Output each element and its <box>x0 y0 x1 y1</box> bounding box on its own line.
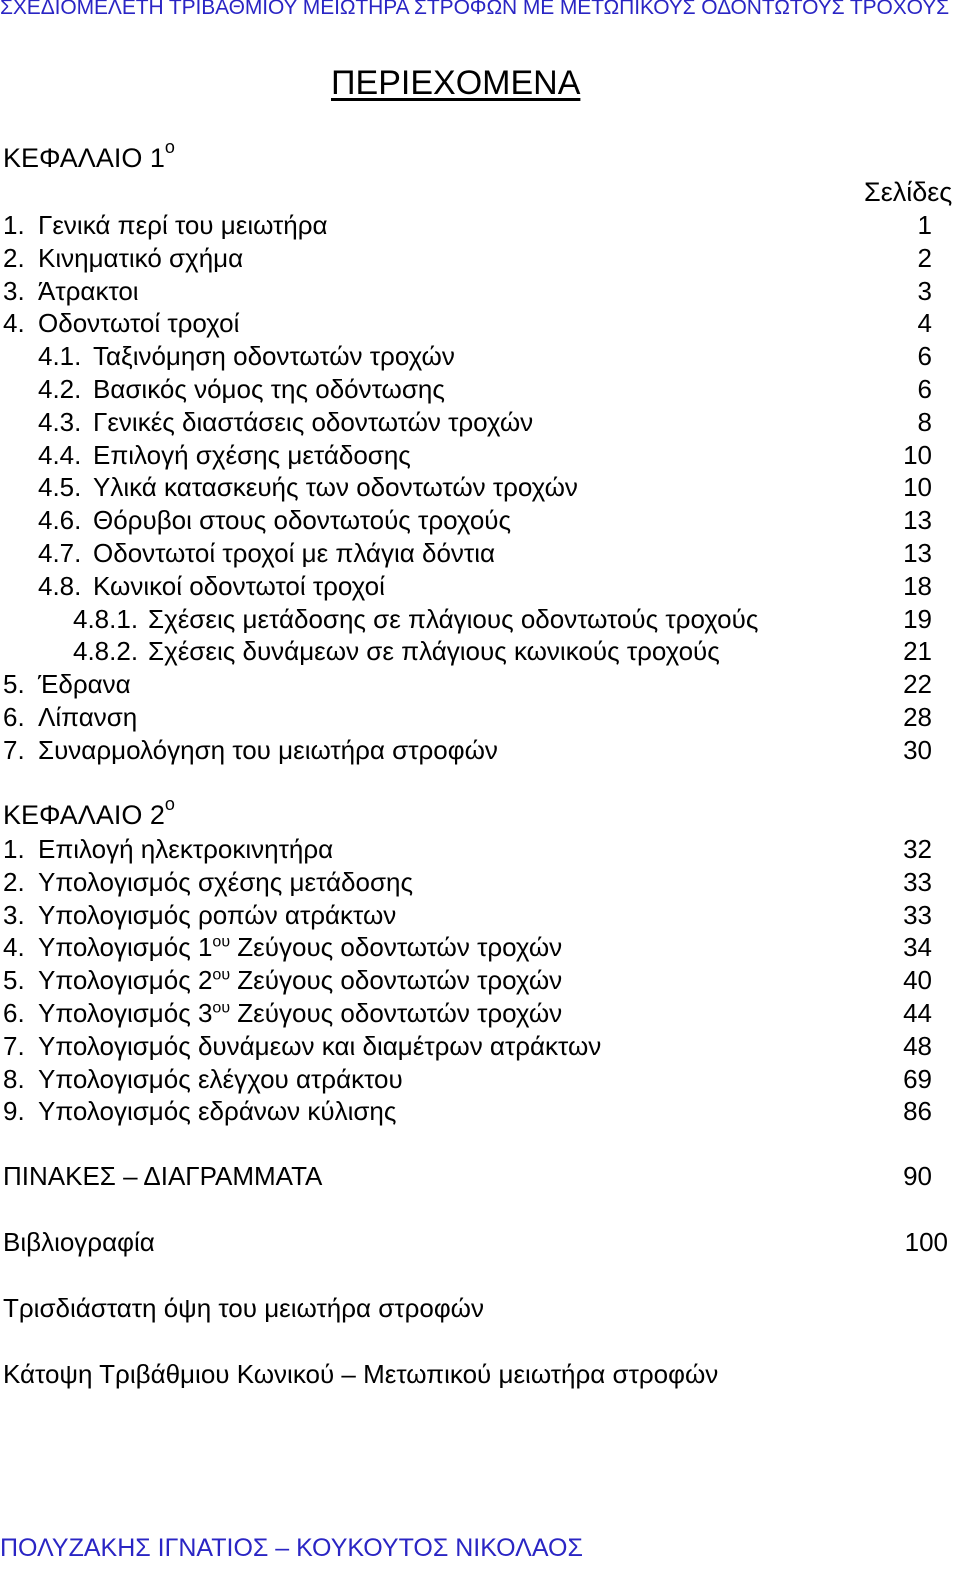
chapter-1-label: ΚΕΦΑΛΑΙΟ 1 <box>3 143 165 173</box>
toc-row <box>0 604 960 638</box>
toc-title: Βασικός νόμος της οδόντωσης <box>93 374 445 404</box>
toc-row <box>0 965 960 999</box>
toc-title: Άτρακτοι <box>38 275 139 306</box>
pages-column-label: Σελίδες <box>864 177 953 207</box>
toc-title: Επιλογή σχέσης μετάδοσης <box>93 439 411 470</box>
toc-number: 3. <box>3 275 25 306</box>
toc-row <box>0 472 960 506</box>
toc-extra-row <box>0 1161 960 1195</box>
toc-page: 33 <box>903 899 932 930</box>
toc-page: 3 <box>917 275 932 306</box>
toc-title <box>38 998 562 1029</box>
toc-title: Συναρμολόγηση του μειωτήρα στροφών <box>38 734 498 765</box>
toc-title: Υπολογισμός σχέσης μετάδοσης <box>38 866 413 897</box>
toc-number: 1. <box>3 834 25 864</box>
ordinal-sup: ου <box>212 933 231 951</box>
toc-number: 5. <box>3 965 25 996</box>
toc-extra-row <box>0 1227 960 1261</box>
toc-number: 4.2. <box>38 374 82 404</box>
toc-row <box>0 1031 960 1065</box>
toc-page: 86 <box>903 1096 932 1127</box>
toc-row <box>0 374 960 408</box>
toc-page: 1 <box>917 210 932 240</box>
toc-title: Κάτοψη Τριβάθμιου Κωνικού – Μετωπικού μειωτήρα στροφών <box>3 1359 719 1389</box>
toc-number: 4.1. <box>38 341 82 372</box>
toc-page: 44 <box>903 998 932 1028</box>
toc-extra-row <box>0 1359 960 1393</box>
toc-title: Έδρανα <box>38 669 131 700</box>
toc-number: 2. <box>3 866 25 897</box>
toc-number: 7. <box>3 734 25 765</box>
toc-title: Οδοντωτοί τροχοί <box>38 308 240 339</box>
toc-row <box>0 341 960 375</box>
toc-row <box>0 998 960 1032</box>
toc-title: Σχέσεις μετάδοσης σε πλάγιους οδοντωτούς τροχούς <box>148 603 759 634</box>
toc-number: 4.8. <box>38 570 82 601</box>
toc-title-part: Υπολογισμός 2 <box>38 965 213 996</box>
toc-number: 4.3. <box>38 406 82 437</box>
toc-number: 4. <box>3 932 25 963</box>
toc-number: 1. <box>3 210 25 240</box>
toc-number: 4.7. <box>38 538 82 568</box>
toc-page: 33 <box>903 866 932 897</box>
toc-number: 4. <box>3 308 25 339</box>
toc-title: Θόρυβοι στους οδοντωτούς τροχούς <box>93 505 512 536</box>
toc-title: Σχέσεις δυνάμεων σε πλάγιους κωνικούς τροχούς <box>148 636 720 667</box>
chapter-2-label: ΚΕΦΑΛΑΙΟ 2 <box>3 800 165 830</box>
toc-page: 2 <box>917 242 932 273</box>
toc-extra-row <box>0 1293 960 1327</box>
toc-number: 6. <box>3 998 25 1028</box>
toc-page: 18 <box>903 570 932 601</box>
toc-row <box>0 1064 960 1098</box>
toc-page: 13 <box>903 538 932 568</box>
toc-row <box>0 636 960 670</box>
chapter-1-sup: ο <box>164 137 175 157</box>
toc-row <box>0 538 960 572</box>
toc-row <box>0 243 960 277</box>
running-footer: ΠΟΛΥΖΑΚΗΣ ΙΓΝΑΤΙΟΣ – ΚΟΥΚΟΥΤΟΣ ΝΙΚΟΛΑΟΣ <box>0 1534 583 1562</box>
toc-page: 30 <box>903 734 932 765</box>
toc-title <box>38 932 562 963</box>
toc-title: Επιλογή ηλεκτροκινητήρα <box>38 834 334 864</box>
toc-title-part: Υπολογισμός 1 <box>38 932 213 963</box>
page-title: ΠΕΡΙΕΧΟΜΕΝΑ <box>331 64 581 102</box>
toc-number: 3. <box>3 899 25 930</box>
toc-row <box>0 867 960 901</box>
toc-page: 21 <box>903 636 932 667</box>
toc-title: Βιβλιογραφία <box>3 1227 155 1257</box>
toc-title: Υπολογισμός δυνάμεων και διαμέτρων ατράκτων <box>38 1030 602 1061</box>
toc-row <box>0 669 960 703</box>
toc-row <box>0 932 960 966</box>
toc-number: 6. <box>3 702 25 732</box>
toc-number: 2. <box>3 242 25 273</box>
toc-number: 8. <box>3 1063 25 1094</box>
toc-row <box>0 571 960 605</box>
toc-page: 34 <box>903 932 932 963</box>
toc-row <box>0 834 960 868</box>
toc-number: 4.4. <box>38 439 82 470</box>
toc-page: 13 <box>903 505 932 536</box>
toc-title: Οδοντωτοί τροχοί με πλάγια δόντια <box>93 538 495 568</box>
toc-page: 10 <box>903 472 932 503</box>
toc-title-part: Ζεύγους οδοντωτών τροχών <box>230 932 563 963</box>
running-header: ΣΧΕΔΙΟΜΕΛΕΤΗ ΤΡΙΒΑΘΜΙΟΥ ΜΕΙΩΤΗΡΑ ΣΤΡΟΦΩΝ ΜΕ ΜΕΤΩΠΙΚΟΥΣ ΟΔΟΝΤΩΤΟΥΣ ΤΡΟΧΟΥΣ <box>0 0 949 19</box>
toc-page: 4 <box>917 308 932 339</box>
chapter-2-sup: ο <box>164 794 175 814</box>
toc-page: 28 <box>903 702 932 732</box>
toc-title: Ταξινόμηση οδοντωτών τροχών <box>93 341 455 372</box>
toc-number: 9. <box>3 1096 25 1127</box>
toc-title: Υλικά κατασκευής των οδοντωτών τροχών <box>93 472 578 503</box>
toc-row <box>0 505 960 539</box>
toc-row <box>0 276 960 310</box>
toc-row <box>0 900 960 934</box>
toc-page: 6 <box>917 341 932 372</box>
toc-page: 6 <box>917 374 932 404</box>
toc-title: Υπολογισμός εδράνων κύλισης <box>38 1096 397 1127</box>
toc-title: Τρισδιάστατη όψη του μειωτήρα στροφών <box>3 1293 484 1323</box>
toc-row <box>0 308 960 342</box>
toc-number: 4.6. <box>38 505 82 536</box>
toc-page: 32 <box>903 834 932 864</box>
toc-title: Υπολογισμός ελέγχου ατράκτου <box>38 1063 403 1094</box>
toc-title: Υπολογισμός ροπών ατράκτων <box>38 899 397 930</box>
toc-page: 8 <box>917 406 932 437</box>
toc-page: 10 <box>903 439 932 470</box>
toc-row <box>0 1096 960 1130</box>
toc-title-part: Ζεύγους οδοντωτών τροχών <box>230 965 563 996</box>
toc-number: 5. <box>3 669 25 700</box>
toc-page: 48 <box>903 1030 932 1061</box>
toc-number: 4.8.2. <box>73 636 139 667</box>
toc-row <box>0 702 960 736</box>
toc-title: Λίπανση <box>38 702 138 732</box>
toc-number: 7. <box>3 1030 25 1061</box>
toc-page: 40 <box>903 965 932 996</box>
toc-number: 4.8.1. <box>73 603 139 634</box>
toc-number: 4.5. <box>38 472 82 503</box>
toc-title: Κωνικοί οδοντωτοί τροχοί <box>93 570 385 601</box>
toc-page: 22 <box>903 669 932 700</box>
toc-title-part: Ζεύγους οδοντωτών τροχών <box>230 998 563 1028</box>
toc-row <box>0 210 960 244</box>
chapter-1-heading <box>3 137 175 174</box>
toc-page: 69 <box>903 1063 932 1094</box>
toc-title <box>38 965 562 996</box>
toc-title-part: Υπολογισμός 3 <box>38 998 213 1028</box>
toc-page: 19 <box>903 603 932 634</box>
toc-title: ΠΙΝΑΚΕΣ – ΔΙΑΓΡΑΜΜΑΤΑ <box>3 1161 323 1191</box>
toc-row <box>0 440 960 474</box>
toc-title: Γενικά περί του μειωτήρα <box>38 210 328 240</box>
toc-page: 90 <box>903 1161 932 1191</box>
ordinal-sup: ου <box>212 966 231 984</box>
toc-page: 100 <box>904 1227 948 1257</box>
toc-row <box>0 735 960 769</box>
toc-title: Κινηματικό σχήμα <box>38 242 244 273</box>
chapter-2-heading <box>3 794 175 831</box>
toc-row <box>0 407 960 441</box>
ordinal-sup: ου <box>212 999 231 1017</box>
toc-title: Γενικές διαστάσεις οδοντωτών τροχών <box>93 406 534 437</box>
